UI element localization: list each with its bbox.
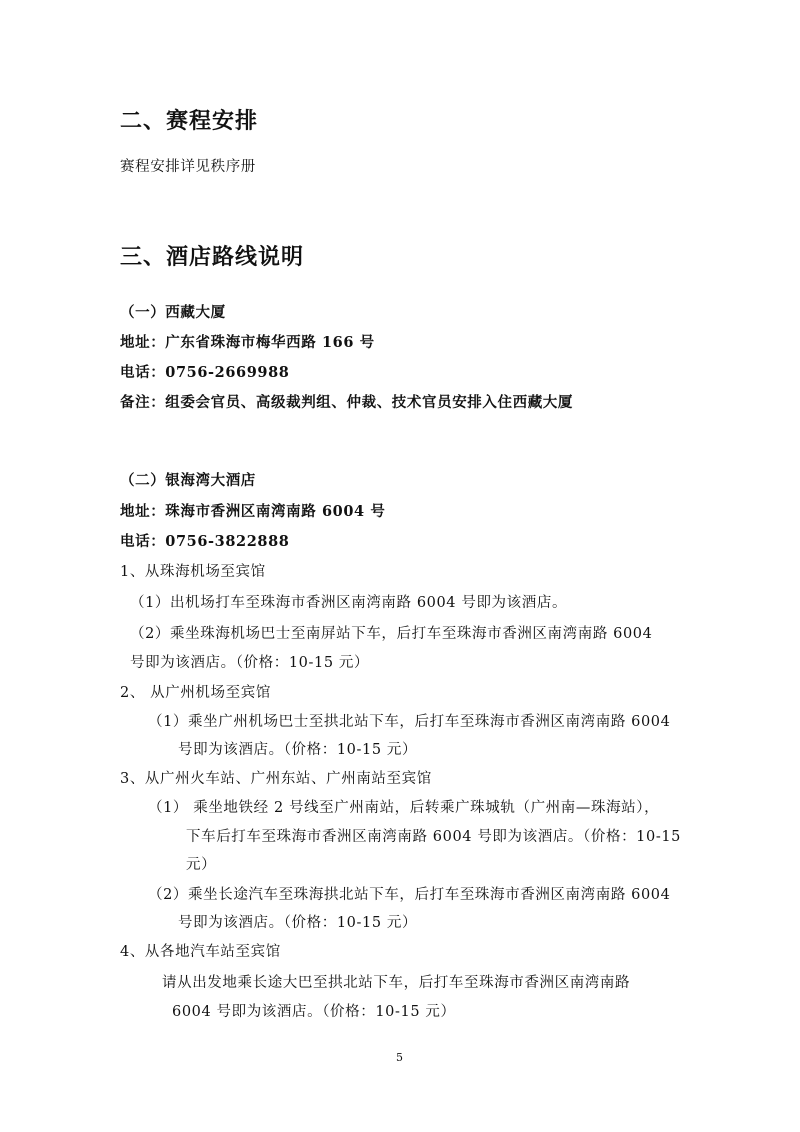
section-2-heading: 二、赛程安排 <box>120 108 259 134</box>
route-1-item-1: （1）出机场打车至珠海市香洲区南湾南路 6004 号即为该酒店。 <box>130 595 568 611</box>
route-4-line-2: 6004 号即为该酒店。（价格：10-15 元） <box>172 1004 456 1020</box>
hotel-1-title: （一）西藏大厦 <box>120 304 226 321</box>
hotel-2-address: 地址：珠海市香洲区南湾南路 6004 号 <box>120 503 386 520</box>
page-number: 5 <box>396 1051 403 1064</box>
route-2-heading: 2、 从广州机场至宾馆 <box>120 685 271 701</box>
route-1-heading: 1、从珠海机场至宾馆 <box>120 564 266 580</box>
route-3-item-2-line-2: 号即为该酒店。（价格：10-15 元） <box>178 915 418 931</box>
hotel-1-address: 地址：广东省珠海市梅华西路 166 号 <box>120 334 375 351</box>
route-4-heading: 4、从各地汽车站至宾馆 <box>120 944 281 960</box>
route-3-heading: 3、从广州火车站、广州东站、广州南站至宾馆 <box>120 771 432 787</box>
section-3-heading: 三、酒店路线说明 <box>120 244 305 270</box>
route-3-item-1-line-1: （1） 乘坐地铁经 2 号线至广州南站，后转乘广珠城轨（广州南—珠海站）， <box>148 800 660 816</box>
route-2-item-1-line-2: 号即为该酒店。（价格：10-15 元） <box>178 742 418 758</box>
route-1-item-2-line-1: （2）乘坐珠海机场巴士至南屏站下车，后打车至珠海市香洲区南湾南路 6004 <box>130 626 653 642</box>
route-3-item-1-line-3: 元） <box>186 857 217 873</box>
route-3-item-1-line-2: 下车后打车至珠海市香洲区南湾南路 6004 号即为该酒店。（价格：10-15 <box>186 829 681 845</box>
hotel-1-note: 备注：组委会官员、高级裁判组、仲裁、技术官员安排入住西藏大厦 <box>120 394 573 411</box>
hotel-2-title: （二）银海湾大酒店 <box>120 472 256 489</box>
route-1-item-2-line-2: 号即为该酒店。（价格：10-15 元） <box>130 655 370 671</box>
section-2-body: 赛程安排详见秩序册 <box>120 159 256 175</box>
route-3-item-2-line-1: （2）乘坐长途汽车至珠海拱北站下车，后打车至珠海市香洲区南湾南路 6004 <box>148 887 671 903</box>
hotel-1-phone: 电话：0756-2669988 <box>120 364 290 381</box>
route-4-line-1: 请从出发地乘长途大巴至拱北站下车，后打车至珠海市香洲区南湾南路 <box>162 975 631 991</box>
route-2-item-1-line-1: （1）乘坐广州机场巴士至拱北站下车，后打车至珠海市香洲区南湾南路 6004 <box>148 714 671 730</box>
hotel-2-phone: 电话：0756-3822888 <box>120 533 290 550</box>
